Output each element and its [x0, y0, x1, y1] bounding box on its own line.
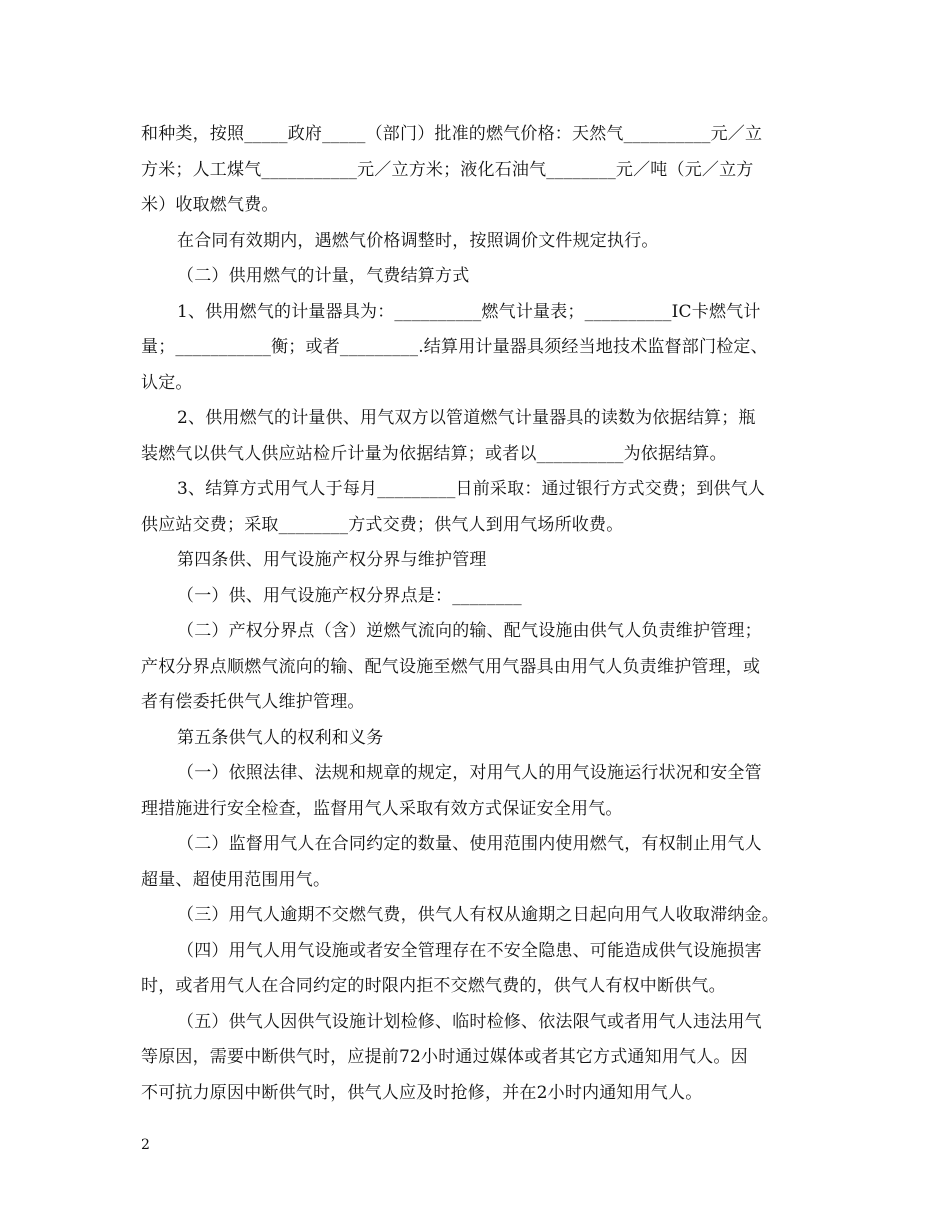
text-line: 者有偿委托供气人维护管理。 — [141, 692, 365, 712]
text-line: 超量、超使用范围用气。 — [141, 869, 331, 890]
article-heading: 第四条供、用气设施产权分界与维护管理 — [177, 550, 487, 570]
text-line: 不可抗力原因中断供气时，供气人应及时抢修，并在2小时内通知用气人。 — [141, 1082, 703, 1103]
text-line: 3、结算方式用气人于每月_________日前采取：通过银行方式交费；到供气人 — [177, 479, 766, 499]
document-body — [141, 117, 813, 1111]
page-number: 2 — [141, 1137, 150, 1153]
section-heading: （二）供用燃气的计量，气费结算方式 — [177, 266, 470, 286]
text-line: （五）供气人因供气设施计划检修、临时检修、依法限气或者用气人违法用气 — [177, 1011, 762, 1032]
text-line: （三）用气人逾期不交燃气费，供气人有权从逾期之日起向用气人收取滞纳金。 — [177, 905, 779, 925]
text-line: 1、供用燃气的计量器具为：__________燃气计量表；__________IC卡燃气计 — [177, 301, 761, 322]
text-line: 时，或者用气人在合同约定的时限内拒不交燃气费的，供气人有权中断供气。 — [141, 976, 726, 996]
text-line: 等原因，需要中断供气时，应提前72小时通过媒体或者其它方式通知用气人。因 — [141, 1047, 748, 1067]
text-line: 量；___________衡；或者_________.结算用计量器具须经当地技术监督部门检定、 — [141, 337, 768, 357]
text-line: （二）监督用气人在合同约定的数量、使用范围内使用燃气，有权制止用气人 — [177, 834, 762, 854]
text-line: （一）供、用气设施产权分界点是：________ — [177, 585, 522, 606]
text-line: 米）收取燃气费。 — [141, 195, 279, 215]
text-line: 理措施进行安全检查，监督用气人采取有效方式保证安全用气。 — [141, 798, 623, 819]
text-line: 2、供用燃气的计量供、用气双方以管道燃气计量器具的读数为依据结算；瓶 — [177, 408, 756, 428]
text-line: 认定。 — [141, 372, 193, 393]
text-line: 和种类，按照_____政府_____（部门）批准的燃气价格：天然气__________元／立 — [141, 124, 763, 144]
text-line: 方米；人工煤气___________元／立方米；液化石油气________元／吨（元／立方 — [141, 159, 754, 180]
text-line: （二）产权分界点（含）逆燃气流向的输、配气设施由供气人负责维护管理； — [177, 621, 762, 641]
text-line: 装燃气以供气人供应站检斤计量为依据结算；或者以__________为依据结算。 — [141, 443, 727, 464]
text-line: （四）用气人用气设施或者安全管理存在不安全隐患、可能造成供气设施损害 — [177, 940, 762, 961]
text-line: 供应站交费；采取________方式交费；供气人到用气场所收费。 — [141, 514, 624, 535]
text-line: 产权分界点顺燃气流向的输、配气设施至燃气用气器具由用气人负责维护管理，或 — [141, 656, 761, 677]
article-heading: 第五条供气人的权利和义务 — [177, 727, 384, 748]
text-line: 在合同有效期内，遇燃气价格调整时，按照调价文件规定执行。 — [177, 230, 659, 251]
text-line: （一）依照法律、法规和规章的规定，对用气人的用气设施运行状况和安全管 — [177, 763, 762, 783]
